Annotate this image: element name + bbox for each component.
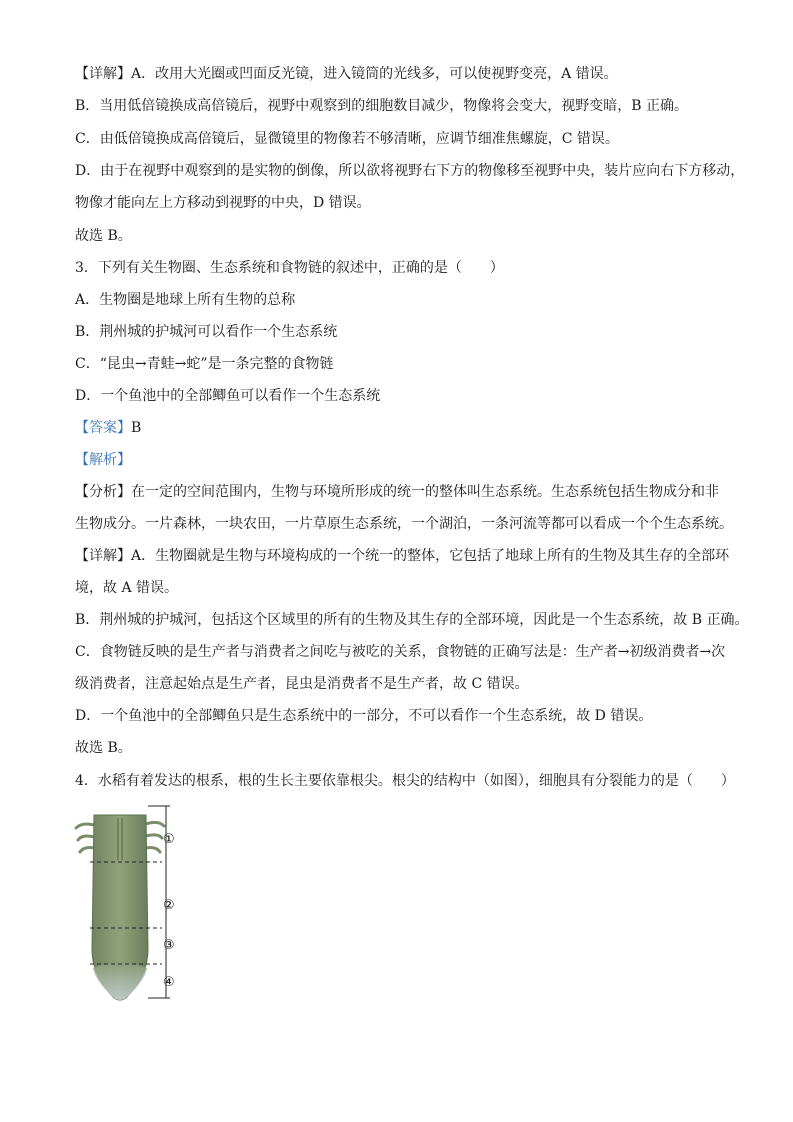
explain-line-3: C．由低倍镜换成高倍镜后，显微镜里的物像若不够清晰，应调节细准焦螺旋，C 错误。 — [75, 131, 619, 147]
answer-value: B — [131, 420, 142, 436]
figure-label-2: ② — [163, 898, 175, 913]
figure-label-3: ③ — [163, 938, 175, 953]
question-4: 4．水稻有着发达的根系，根的生长主要依靠根尖。根尖的结构中（如图），细胞具有分裂能力的是（ ） — [75, 773, 735, 789]
question-3: 3．下列有关生物圈、生态系统和食物链的叙述中，正确的是（ ） — [75, 260, 504, 276]
detail-line-1 — [75, 546, 730, 566]
explain-text: A．改用大光圈或凹面反光镜，进入镜筒的光线多，可以使视野变亮，A 错误。 — [131, 66, 618, 82]
option-b: B．荆州城的护城河可以看作一个生态系统 — [75, 324, 338, 340]
detail-line-6: D．一个鱼池中的全部鲫鱼只是生态系统中的一部分，不可以看作一个生态系统，故 D 错误。 — [75, 708, 653, 724]
analysis-line-1: 【分析】在一定的空间范围内，生物与环境所形成的统一的整体叫生态系统。生态系统包括生物成分和非 — [75, 484, 719, 500]
answer-tag: 【答案】 — [75, 420, 131, 436]
explain-line-2: B．当用低倍镜换成高倍镜后，视野中观察到的细胞数目减少，物像将会变大，视野变暗，B 正确。 — [75, 98, 689, 114]
choose-line: 故选 B。 — [75, 228, 132, 244]
option-a: A．生物圈是地球上所有生物的总称 — [75, 292, 296, 308]
detail-line-2: 境，故 A 错误。 — [75, 580, 179, 596]
figure-label-4: ④ — [163, 975, 175, 990]
explain-line-5: 物像才能向左上方移动到视野的中央，D 错误。 — [75, 195, 371, 211]
detail-tag-2: 【详解】 — [75, 548, 131, 564]
root-tip-illustration — [70, 800, 200, 1005]
root-tip-figure — [70, 800, 200, 1005]
explain-line-1 — [75, 64, 725, 84]
option-d: D．一个鱼池中的全部鲫鱼可以看作一个生态系统 — [75, 388, 381, 404]
explain-line-4: D．由于在视野中观察到的是实物的倒像，所以欲将视野右下方的物像移至视野中央，装片应向右下方移动， — [75, 163, 745, 179]
option-c: C．“昆虫→青蛙→蛇”是一条完整的食物链 — [75, 356, 334, 372]
figure-label-1: ① — [163, 832, 175, 847]
answer-line — [75, 418, 725, 438]
detail-text: A．生物圈就是生物与环境构成的一个统一的整体，它包括了地球上所有的生物及其生存的全部环 — [131, 548, 730, 564]
detail-line-4: C．食物链反映的是生产者与消费者之间吃与被吃的关系，食物链的正确写法是：生产者→初级消费者→次 — [75, 644, 726, 660]
analysis-tag: 【解析】 — [75, 452, 131, 468]
analysis-line-2: 生物成分。一片森林，一块农田，一片草原生态系统，一个湖泊，一条河流等都可以看成一个个生态系统。 — [75, 516, 733, 532]
detail-line-3: B．荆州城的护城河，包括这个区域里的所有的生物及其生存的全部环境，因此是一个生态系统，故 B 正确。 — [75, 612, 749, 628]
detail-tag: 【详解】 — [75, 66, 131, 82]
choose-line-2: 故选 B。 — [75, 740, 132, 756]
detail-line-5: 级消费者，注意起始点是生产者，昆虫是消费者不是生产者，故 C 错误。 — [75, 676, 529, 692]
